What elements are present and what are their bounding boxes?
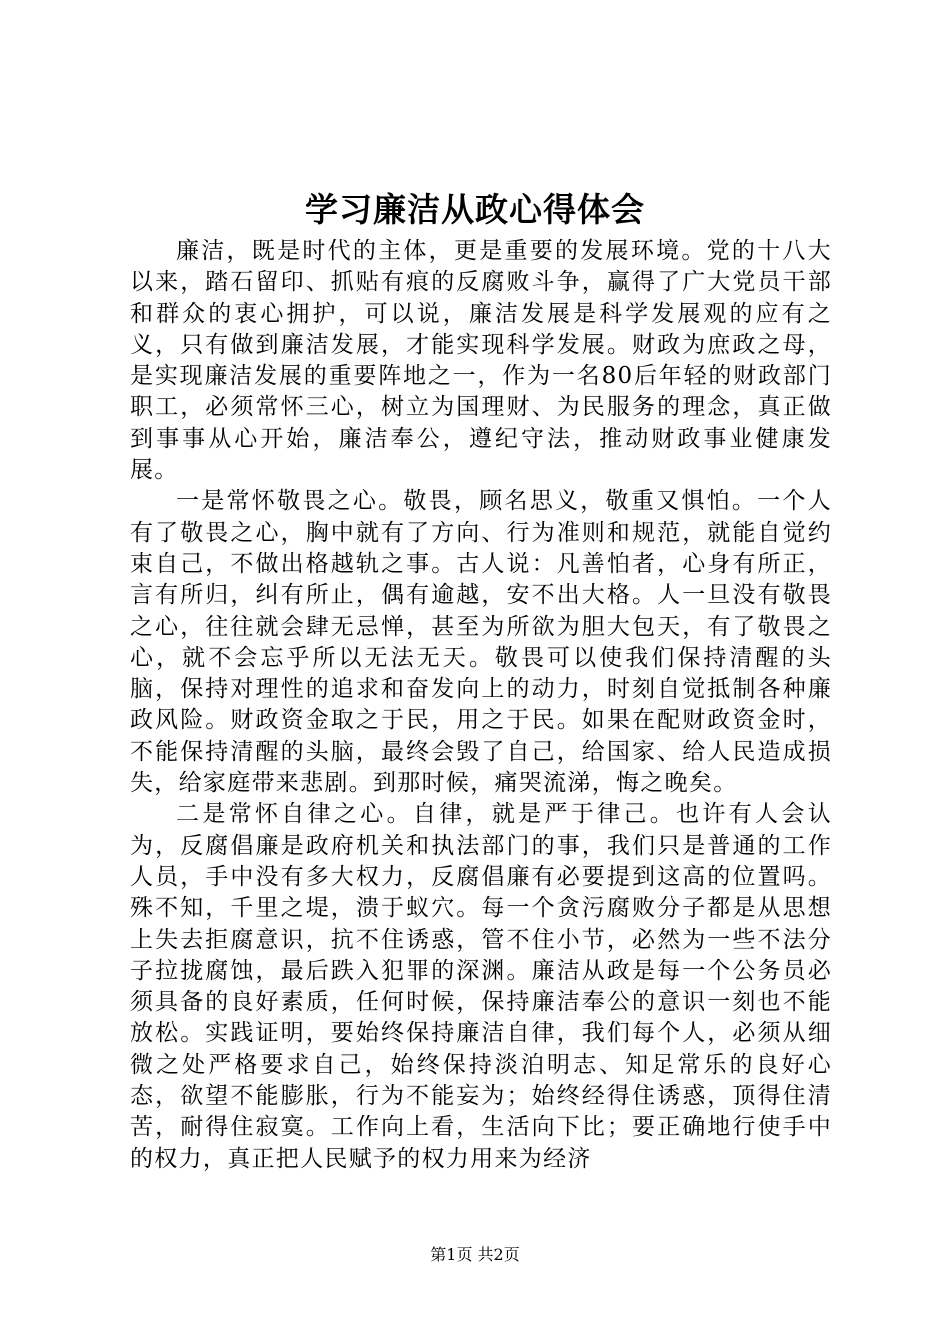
paragraph-intro: 廉洁，既是时代的主体，更是重要的发展环境。党的十八大以来，踏石留印、抓贴有痕的反腐败斗争，赢得了广大党员干部和群众的衷心拥护，可以说，廉洁发展是科学发展观的应有之义，只有做到廉洁发展，才能实现科学发展。财政为庶政之母，是实现廉洁发展的重要阵地之一，作为一名80后年轻的财政部门职工，必须常怀三心，树立为国理财、为民服务的理念，真正做到事事从心开始，廉洁奉公，遵纪守法，推动财政事业健康发展。 xyxy=(130,238,832,484)
paragraph-self-discipline: 二是常怀自律之心。自律，就是严于律己。也许有人会认为，反腐倡廉是政府机关和执法部门的事，我们只是普通的工作人员，手中没有多大权力，反腐倡廉有必要提到这高的位置吗。殊不知，千里之堤，溃于蚁穴。每一个贪污腐败分子都是从思想上失去拒腐意识，抗不住诱惑，管不住小节，必然为一些不法分子拉拢腐蚀，最后跌入犯罪的深渊。廉洁从政是每一个公务员必须具备的良好素质，任何时候，保持廉洁奉公的意识一刻也不能放松。实践证明，要始终保持廉洁自律，我们每个人，必须从细微之处严格要求自己，始终保持淡泊明志、知足常乐的良好心态，欲望不能膨胀，行为不能妄为；始终经得住诱惑，顶得住清苦，耐得住寂寞。工作向上看，生活向下比；要正确地行使手中的权力，真正把人民赋予的权力用来为经济 xyxy=(130,801,832,1172)
document-body xyxy=(130,236,832,1175)
paragraph-reverence: 一是常怀敬畏之心。敬畏，顾名思义，敬重又惧怕。一个人有了敬畏之心，胸中就有了方向、行为准则和规范，就能自觉约束自己，不做出格越轨之事。古人说：凡善怕者，心身有所正，言有所归，纠有所止，偶有逾越，安不出大格。人一旦没有敬畏之心，往往就会肆无忌惮，甚至为所欲为胆大包天，有了敬畏之心，就不会忘乎所以无法无天。敬畏可以使我们保持清醒的头脑，保持对理性的追求和奋发向上的动力，时刻自觉抵制各种廉政风险。财政资金取之于民，用之于民。如果在配财政资金时，不能保持清醒的头脑，最终会毁了自己，给国家、给人民造成损失，给家庭带来悲剧。到那时候，痛哭流涕，悔之晚矣。 xyxy=(130,488,832,797)
page-number: 第1页 共2页 xyxy=(430,1245,520,1264)
page-title: 学习廉洁从政心得体会 xyxy=(305,190,645,229)
